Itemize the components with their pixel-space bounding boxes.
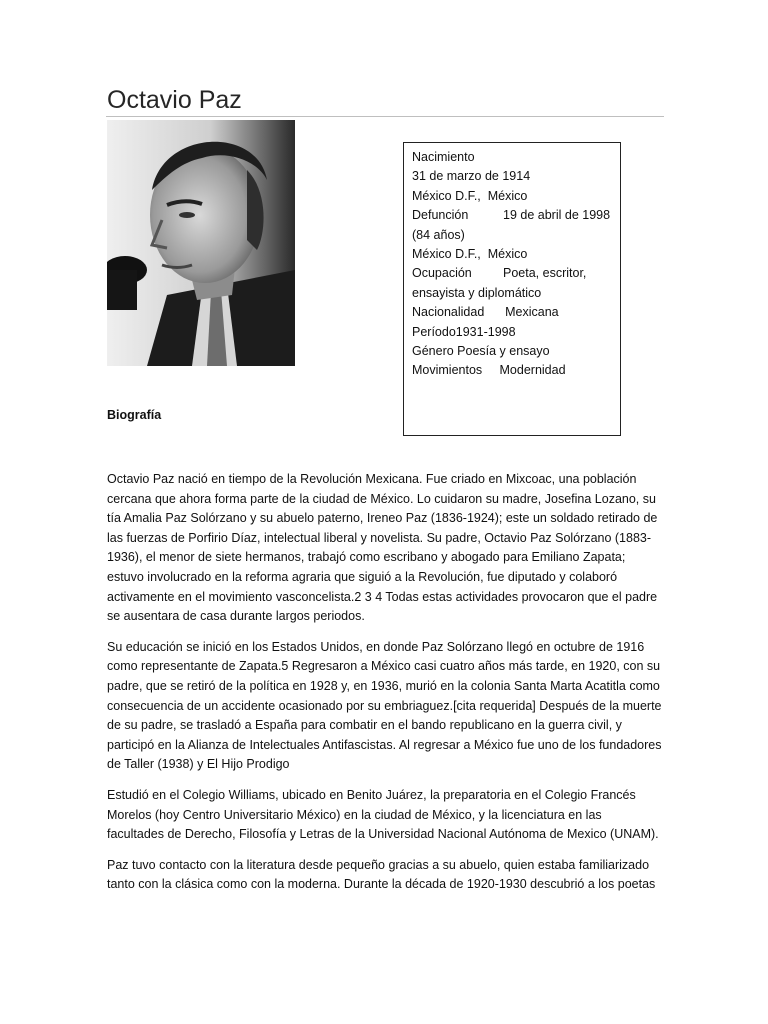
paragraph: Estudió en el Colegio Williams, ubicado en Benito Juárez, la preparatoria en el Colegio Francés Morelos (hoy Centro Universitario México) en la ciudad de México, y la licenciatura en las facultades de Derecho, Filosofía y Letras de la Universidad Nacional Autónoma de Mexico (UNAM). (107, 787, 659, 842)
section-heading-biografia: Biografía (107, 408, 162, 422)
biography-body (107, 470, 662, 906)
page-title: Octavio Paz (107, 86, 242, 114)
infobox-row-birth-date: 31 de marzo de 1914 (412, 169, 531, 184)
paragraph: Su educación se inició en los Estados Unidos, en donde Paz Solórzano llegó en octubre de 1916 como representante de Zapata.5 Regresaron a México casi cuatro años más tarde, en 1920, con su padre, que se retiró de la política en 1928 y, en 1936, murió en la colonia Santa Marta Acatitla como consecuencia de un accidente ocasionado por su embriaguez.[cita requerida] Después de la muerte de su padre, se trasladó a España para combatir en el bando republicano en la guerra civil, y participó en la Alianza de Intelectuales Antifascistas. Al regresar a México fue uno de los fundadores de Taller (1938) y El Hijo Prodigo (107, 639, 662, 772)
infobox-row-nacimiento-label: Nacimiento (412, 150, 475, 164)
title-underline (106, 116, 664, 117)
infobox-row-movements: Movimientos Modernidad (412, 363, 566, 378)
infobox-row-occupation-cont: ensayista y diplomático (412, 285, 542, 300)
infobox (403, 142, 621, 436)
paragraph: Octavio Paz nació en tiempo de la Revolución Mexicana. Fue criado en Mixcoac, una población cercana que ahora forma parte de la ciudad de México. Lo cuidaron su madre, Josefina Lozano, su tía Amalia Paz Solórzano y su abuelo paterno, Ireneo Paz (1836-1924); este un soldado retirado de las fuerzas de Porfirio Díaz, intelectual liberal y novelista. Su padre, Octavio Paz Solórzano (1883-1936), el menor de siete hermanos, trabajó como escribano y abogado para Emiliano Zapata; estuvo involucrado en la reforma agraria que siguió a la Revolución, fue diputado y colaboró activamente en el movimiento vasconcelista.2 3 4 Todas estas actividades provocaron que el padre se ausentara de casa durante largos periodos. (107, 472, 658, 624)
infobox-row-birth-place: México D.F., México (412, 188, 528, 203)
infobox-row-death-place: México D.F., México (412, 247, 528, 262)
infobox-row-genre: Género Poesía y ensayo (412, 344, 550, 359)
infobox-row-occupation: Ocupación Poeta, escritor, (412, 266, 587, 281)
infobox-row-nationality: Nacionalidad Mexicana (412, 305, 559, 320)
paragraph: Paz tuvo contacto con la literatura desde pequeño gracias a su abuelo, quien estaba familiarizado tanto con la clásica como con la moderna. Durante la década de 1920-1930 descubrió a los poetas (107, 857, 656, 892)
infobox-row-age: (84 años) (412, 227, 465, 242)
infobox-row-death: Defunción 19 de abril de 1998 (412, 208, 611, 223)
portrait-photo (107, 120, 295, 366)
infobox-row-period: Período1931-1998 (412, 324, 516, 339)
